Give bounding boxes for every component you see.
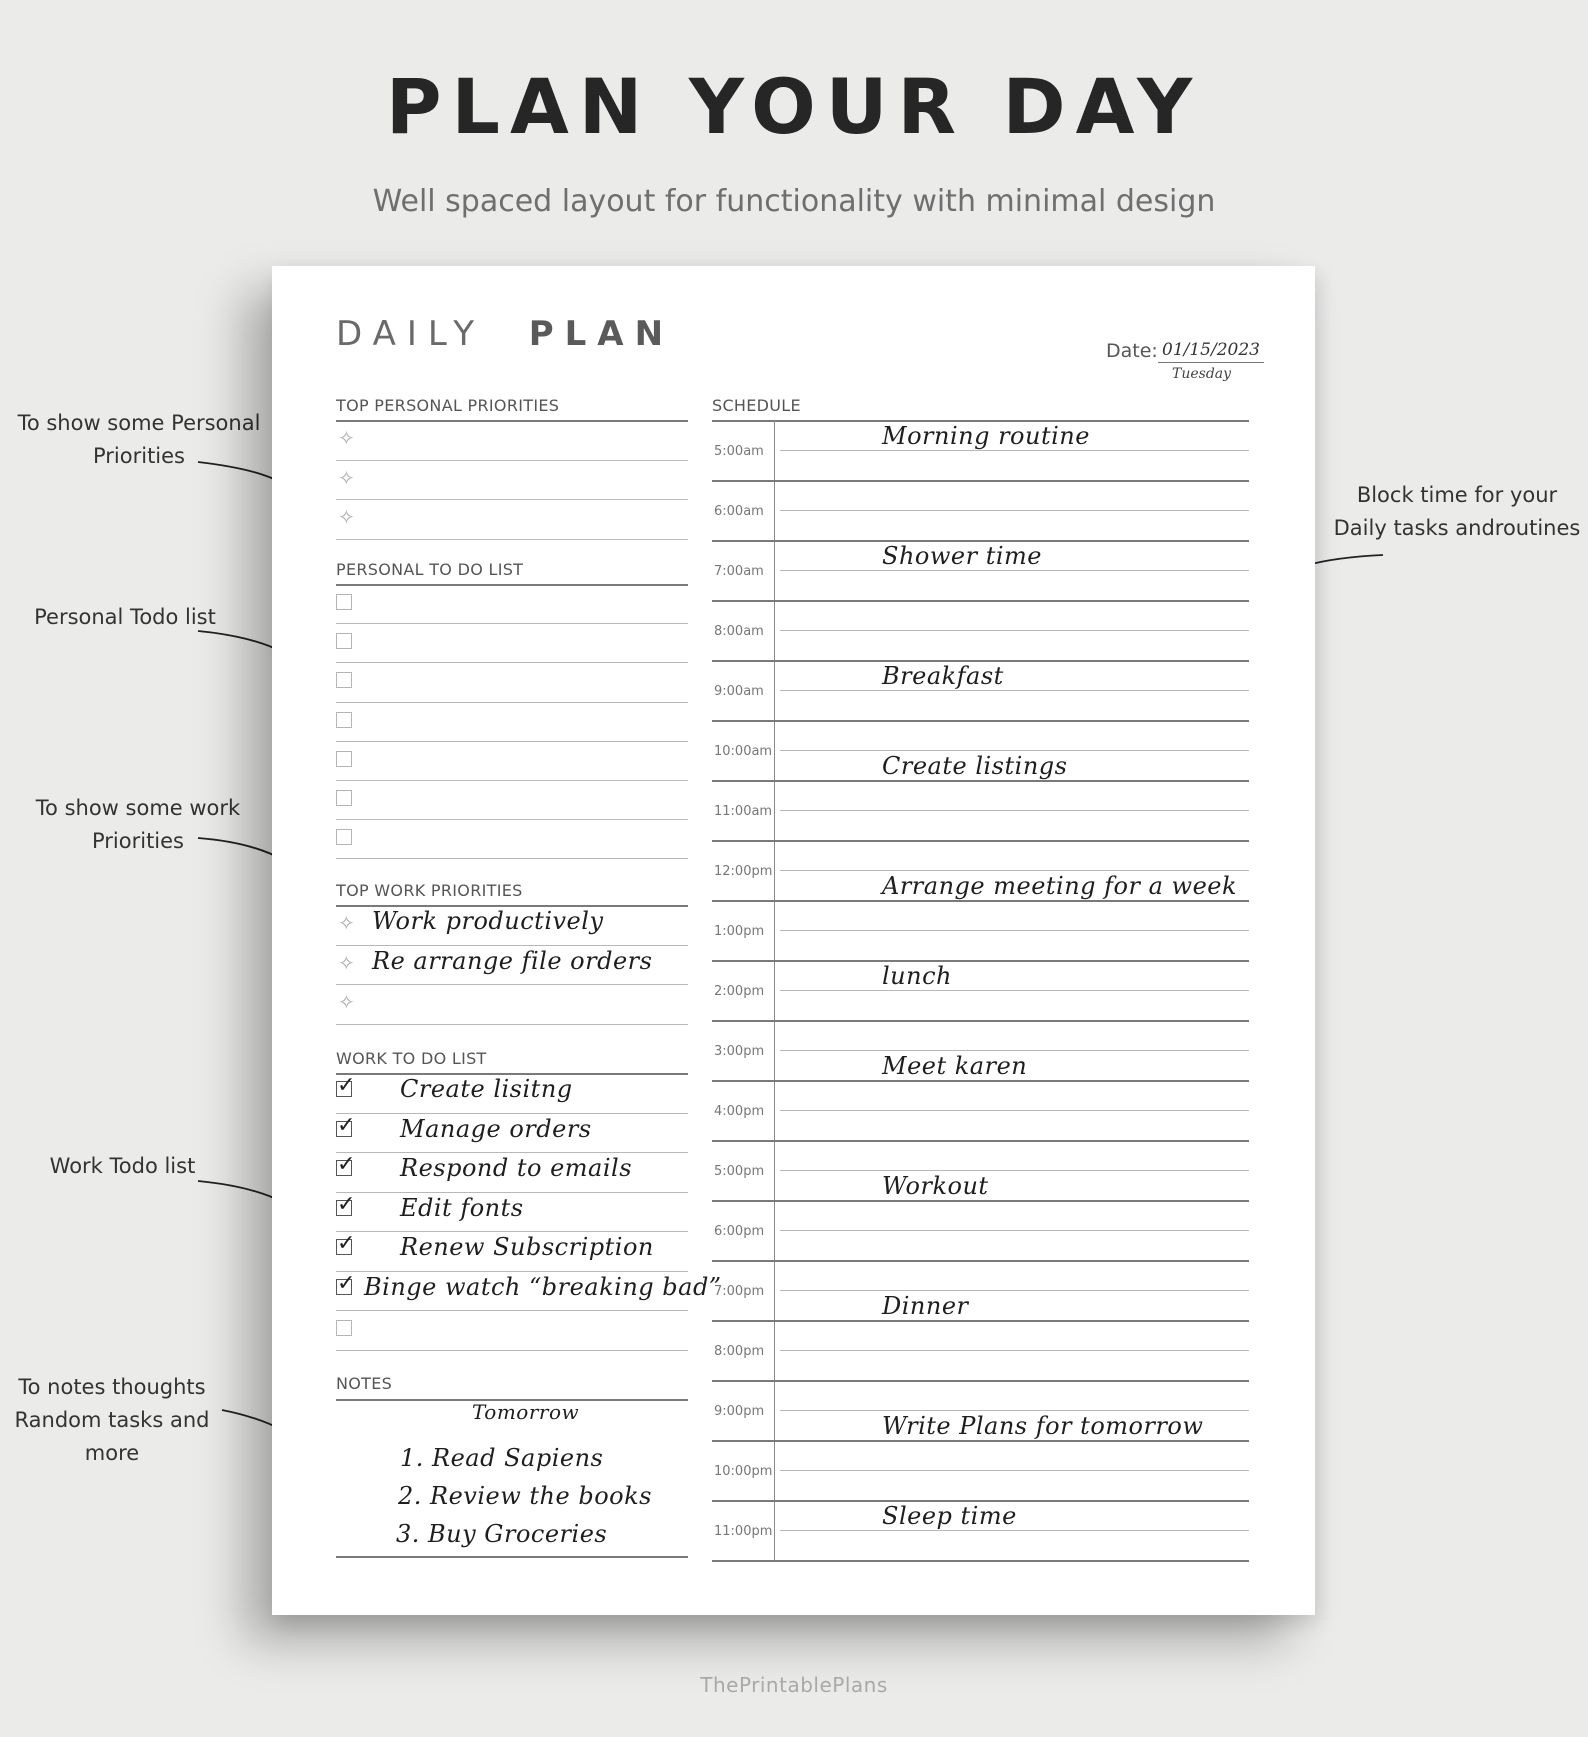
schedule-entry: Breakfast	[882, 662, 1004, 690]
annotation-line: Work Todo list	[49, 1154, 196, 1178]
star-icon: ✧	[338, 465, 355, 490]
star-icon: ✧	[338, 426, 355, 450]
checkbox[interactable]	[336, 1320, 352, 1336]
checkbox-checked[interactable]: ✓	[337, 1073, 356, 1098]
row-rule	[336, 1231, 688, 1232]
checkbox-checked[interactable]: ✓	[337, 1191, 356, 1217]
todo-text: Binge watch “breaking bad”	[364, 1272, 722, 1301]
checkbox[interactable]	[336, 672, 352, 688]
star-icon: ✧	[338, 990, 355, 1014]
notes-line: 3. Buy Groceries	[396, 1520, 608, 1548]
half-hour-rule	[780, 1230, 1249, 1231]
schedule-entry: Meet karen	[882, 1052, 1028, 1080]
star-icon: ✧	[338, 950, 355, 975]
row-rule	[336, 741, 688, 742]
row-rule	[336, 1192, 688, 1193]
checkbox-checked[interactable]: ✓	[337, 1152, 356, 1177]
hour-rule	[712, 960, 1249, 962]
row-rule	[336, 623, 688, 624]
half-hour-rule	[780, 1290, 1249, 1291]
notes-line: 1. Read Sapiens	[400, 1444, 604, 1472]
time-label: 11:00pm	[714, 1524, 773, 1539]
row-rule	[336, 1350, 688, 1351]
notes-line: 2. Review the books	[398, 1482, 652, 1510]
checkbox-checked[interactable]: ✓	[337, 1231, 356, 1256]
half-hour-rule	[780, 690, 1249, 691]
half-hour-rule	[780, 1350, 1249, 1351]
notes-title: NOTES	[336, 1374, 393, 1393]
daily-plan-sheet	[272, 266, 1315, 1615]
annotation-line: more	[84, 1441, 140, 1465]
time-label: 2:00pm	[714, 984, 765, 999]
hour-rule	[712, 780, 1249, 782]
annotation-line: To show some Personal	[17, 411, 261, 435]
half-hour-rule	[780, 750, 1249, 751]
time-label: 4:00pm	[714, 1104, 765, 1119]
schedule-entry: Write Plans for tomorrow	[882, 1412, 1204, 1440]
date-value: 01/15/2023	[1158, 340, 1264, 363]
schedule-entry: Workout	[882, 1172, 989, 1200]
hour-rule	[712, 1560, 1249, 1562]
annotation-line: Personal Todo list	[34, 605, 216, 629]
row-rule	[336, 858, 688, 859]
time-label: 7:00pm	[714, 1284, 765, 1299]
sheet-title-light: DAILY	[336, 314, 486, 354]
section-rule	[336, 584, 688, 586]
personal-priorities-title: TOP PERSONAL PRIORITIES	[336, 396, 560, 415]
row-rule	[336, 1152, 688, 1153]
date-label: Date:	[1106, 340, 1158, 362]
schedule-entry: Arrange meeting for a week	[882, 872, 1238, 900]
row-rule	[336, 662, 688, 663]
time-label: 6:00am	[714, 504, 764, 519]
row-rule	[336, 499, 688, 500]
annotation-line: Daily tasks androutines	[1333, 516, 1581, 540]
hour-rule	[712, 1260, 1249, 1262]
annotation-line: Priorities	[91, 829, 184, 853]
hour-rule	[712, 1020, 1249, 1022]
half-hour-rule	[780, 450, 1249, 451]
row-rule	[336, 1024, 688, 1025]
priority-text: Re arrange file orders	[372, 946, 653, 975]
row-rule	[336, 702, 688, 703]
schedule-entry: Morning routine	[882, 422, 1090, 450]
star-icon: ✧	[338, 505, 355, 529]
annotation-line: Priorities	[92, 444, 185, 468]
page-subtitle: Well spaced layout for functionality with minimal design	[372, 184, 1216, 219]
half-hour-rule	[780, 1410, 1249, 1411]
annotation-line: Block time for your	[1356, 483, 1558, 507]
row-rule	[336, 1113, 688, 1114]
half-hour-rule	[780, 570, 1249, 571]
row-rule	[336, 1310, 688, 1311]
section-rule	[336, 420, 688, 422]
time-label: 5:00am	[714, 444, 764, 459]
hour-rule	[712, 1080, 1249, 1082]
row-rule	[336, 984, 688, 985]
row-rule	[336, 460, 688, 461]
half-hour-rule	[780, 990, 1249, 991]
priority-text: Work productively	[372, 907, 604, 935]
hour-rule	[712, 720, 1249, 722]
personal-todo-title: PERSONAL TO DO LIST	[336, 560, 524, 579]
checkbox-checked[interactable]: ✓	[337, 1270, 356, 1296]
checkbox[interactable]	[336, 712, 352, 728]
half-hour-rule	[780, 1470, 1249, 1471]
hour-rule	[712, 1440, 1249, 1442]
schedule-entry: lunch	[882, 962, 952, 990]
time-label: 8:00am	[714, 624, 764, 639]
todo-text: Respond to emails	[400, 1154, 633, 1182]
half-hour-rule	[780, 510, 1249, 511]
sheet-title	[336, 314, 674, 354]
brand-footer: ThePrintablePlans	[700, 1673, 888, 1697]
time-label: 12:00pm	[714, 864, 773, 879]
schedule-entry: Dinner	[882, 1292, 969, 1320]
checkbox-checked[interactable]: ✓	[337, 1112, 356, 1138]
half-hour-rule	[780, 1530, 1249, 1531]
annotation-line: Random tasks and	[14, 1408, 210, 1432]
section-rule	[336, 1556, 688, 1558]
half-hour-rule	[780, 1110, 1249, 1111]
page-title: PLAN YOUR DAY	[385, 62, 1203, 151]
time-label: 9:00am	[714, 684, 764, 699]
hour-rule	[712, 1200, 1249, 1202]
row-rule	[336, 539, 688, 540]
time-label: 9:00pm	[714, 1404, 765, 1419]
half-hour-rule	[780, 810, 1249, 811]
time-label: 5:00pm	[714, 1164, 765, 1179]
todo-text: Manage orders	[400, 1114, 592, 1143]
schedule-entry: Sleep time	[882, 1502, 1017, 1530]
work-priorities-title: TOP WORK PRIORITIES	[336, 881, 523, 900]
hour-rule	[712, 900, 1249, 902]
time-label: 10:00am	[714, 744, 773, 759]
time-label: 11:00am	[714, 804, 773, 819]
checkbox[interactable]	[336, 829, 352, 845]
hour-rule	[712, 840, 1249, 842]
row-rule	[336, 780, 688, 781]
schedule-entry: Create listings	[882, 752, 1068, 780]
hour-rule	[712, 1320, 1249, 1322]
row-rule	[336, 819, 688, 820]
half-hour-rule	[780, 930, 1249, 931]
time-label: 8:00pm	[714, 1344, 765, 1359]
half-hour-rule	[780, 1050, 1249, 1051]
time-label: 6:00pm	[714, 1224, 765, 1239]
schedule-title: SCHEDULE	[712, 396, 801, 415]
todo-text: Renew Subscription	[400, 1233, 654, 1261]
row-rule	[336, 1271, 688, 1272]
work-todo-title: WORK TO DO LIST	[336, 1049, 487, 1068]
annotation-line: To notes thoughts	[18, 1375, 206, 1399]
annotation-line: To show some work	[35, 796, 241, 820]
time-label: 3:00pm	[714, 1044, 765, 1059]
checkbox[interactable]	[336, 790, 352, 806]
time-label: 1:00pm	[714, 924, 765, 939]
weekday: Tuesday	[1172, 366, 1232, 382]
row-rule	[336, 945, 688, 946]
time-label: 7:00am	[714, 564, 764, 579]
checkbox[interactable]	[336, 751, 352, 767]
hour-rule	[712, 1380, 1249, 1382]
checkbox[interactable]	[336, 594, 352, 610]
hour-rule	[712, 600, 1249, 602]
star-icon: ✧	[338, 911, 355, 935]
notes-heading: Tomorrow	[472, 1400, 580, 1424]
hour-rule	[712, 1140, 1249, 1142]
hour-rule	[712, 480, 1249, 482]
time-label: 10:00pm	[714, 1464, 773, 1479]
todo-text: Edit fonts	[400, 1193, 524, 1222]
half-hour-rule	[780, 1170, 1249, 1171]
half-hour-rule	[780, 630, 1249, 631]
sheet-title-bold: PLAN	[528, 314, 675, 354]
schedule-entry: Shower time	[882, 542, 1042, 570]
half-hour-rule	[780, 870, 1249, 871]
checkbox[interactable]	[336, 633, 352, 649]
todo-text: Create lisitng	[400, 1075, 573, 1103]
